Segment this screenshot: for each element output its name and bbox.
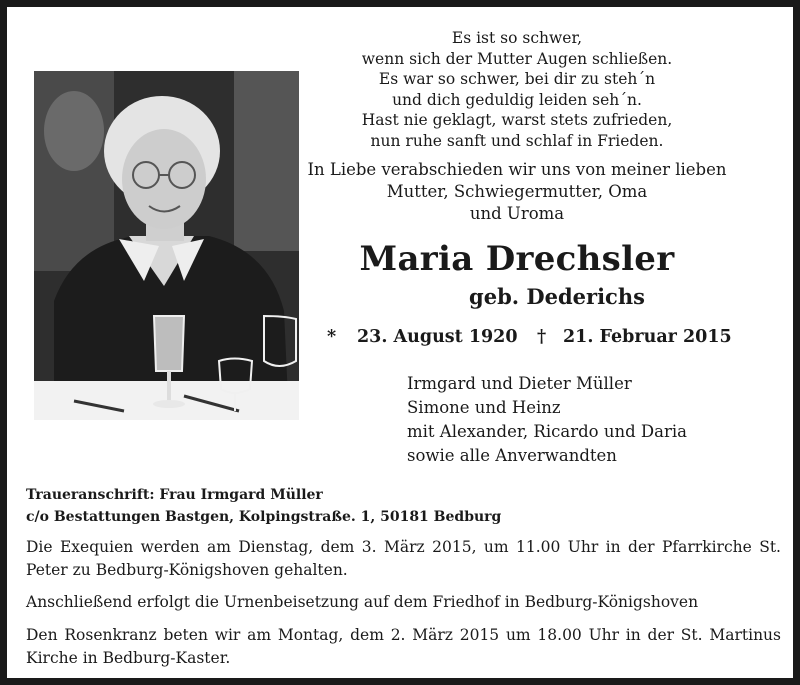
intro-line: und Uroma xyxy=(469,204,565,223)
rosary-paragraph: Den Rosenkranz beten wir am Montag, dem 2. März 2015 um 18.00 Uhr in der St. Martinus Kirche in Bedburg-Kaster. xyxy=(26,626,781,667)
urn-burial-paragraph: Anschließend erfolgt die Urnenbeisetzung auf dem Friedhof in Bedburg-Königshoven xyxy=(26,593,699,611)
farewell-intro xyxy=(307,159,727,225)
death-date: 21. Februar 2015 xyxy=(563,327,732,347)
portrait-image xyxy=(34,71,299,420)
poem-line: Hast nie geklagt, warst stets zufrieden, xyxy=(361,111,673,129)
poem-line: und dich geduldig leiden seh´n. xyxy=(392,90,642,109)
intro-line: Mutter, Schwiegermutter, Oma xyxy=(386,182,648,201)
mourner-line: Irmgard und Dieter Müller xyxy=(407,374,632,393)
poem-line: Es ist so schwer, xyxy=(451,29,583,47)
mourner-line: Simone und Heinz xyxy=(407,398,561,417)
mourning-address xyxy=(26,484,786,528)
mourner-line: sowie alle Anverwandten xyxy=(407,446,617,465)
birth-date: 23. August 1920 xyxy=(357,327,518,347)
address-line: c/o Bestattungen Bastgen, Kolpingstraße. 1, 50181 Bedburg xyxy=(26,509,502,525)
poem-line: wenn sich der Mutter Augen schließen. xyxy=(361,49,673,68)
portrait-photo xyxy=(34,71,299,420)
death-cross-icon: † xyxy=(537,327,547,347)
address-line: Traueranschrift: Frau Irmgard Müller xyxy=(26,487,323,503)
birth-star-icon: * xyxy=(327,327,337,347)
memorial-poem xyxy=(307,28,727,151)
intro-line: In Liebe verabschieden wir uns von meiner lieben xyxy=(307,160,727,179)
poem-line: Es war so schwer, bei dir zu steh´n xyxy=(378,70,656,88)
funeral-mass-paragraph: Die Exequien werden am Dienstag, dem 3. März 2015, um 11.00 Uhr in der Pfarrkirche St. Peter zu Bedburg-Königshoven gehalten. xyxy=(26,538,781,579)
deceased-name: Maria Drechsler xyxy=(359,239,675,279)
maiden-name: geb. Dederichs xyxy=(469,284,645,309)
mourner-line: mit Alexander, Ricardo und Daria xyxy=(407,422,687,441)
poem-line: nun ruhe sanft und schlaf in Frieden. xyxy=(370,131,664,150)
mourners-list xyxy=(407,372,747,468)
